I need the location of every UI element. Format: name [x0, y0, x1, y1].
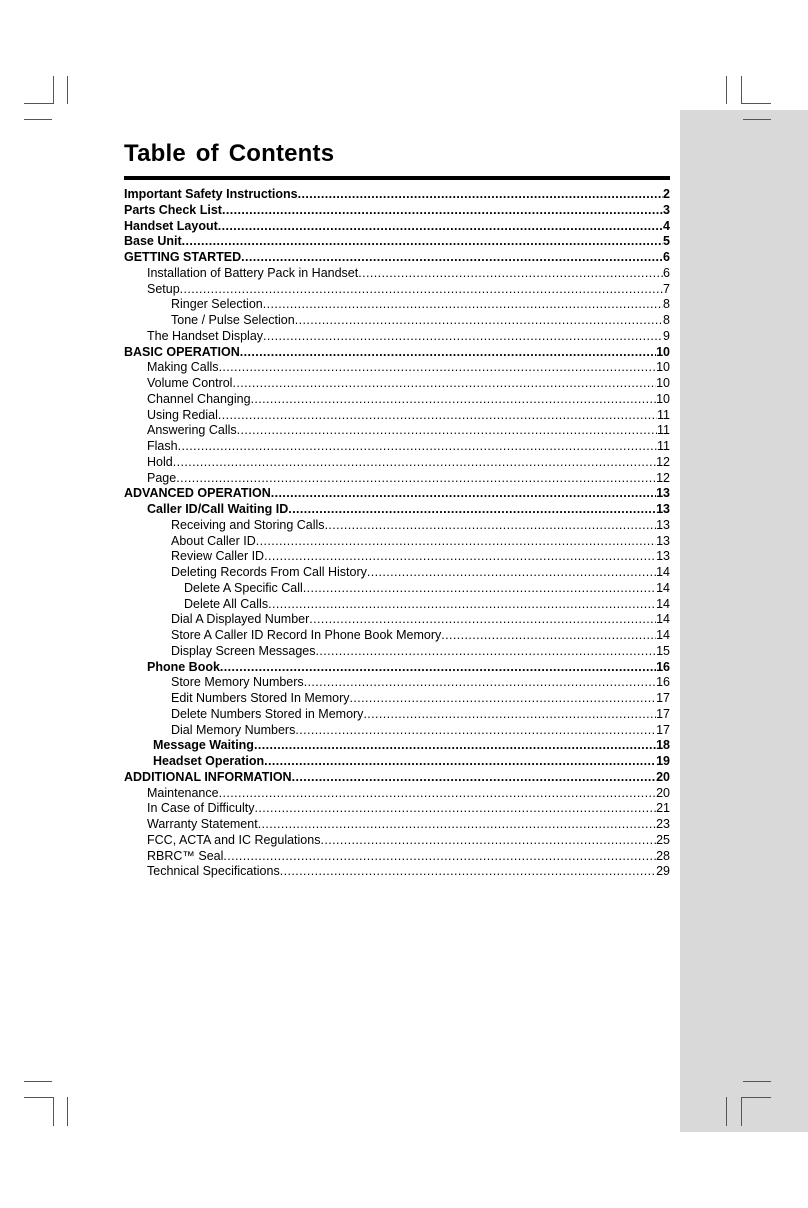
toc-entry[interactable] — [124, 786, 670, 802]
toc-entry[interactable] — [124, 738, 670, 754]
crop-mark — [24, 119, 52, 120]
toc-entry-page: 29 — [656, 864, 670, 879]
toc-entry[interactable] — [124, 297, 670, 313]
toc-entry-page: 20 — [656, 769, 670, 784]
toc-entry-title: Edit Numbers Stored In Memory — [171, 691, 350, 705]
toc-entry-page: 15 — [656, 643, 670, 658]
toc-entry[interactable] — [124, 471, 670, 487]
toc-entry-page: 13 — [656, 517, 670, 532]
toc-entry[interactable] — [124, 360, 670, 376]
dot-leader — [178, 439, 657, 455]
dot-leader — [176, 471, 656, 487]
dot-leader — [173, 455, 656, 471]
toc-list — [124, 187, 670, 880]
toc-entry-title: Base Unit — [124, 234, 182, 249]
toc-entry-page: 21 — [656, 801, 670, 816]
crop-mark — [24, 1081, 52, 1082]
toc-entry-page: 7 — [663, 281, 670, 296]
toc-entry-title: Tone / Pulse Selection — [171, 313, 295, 327]
toc-entry-title: Making Calls — [147, 360, 219, 375]
toc-entry-title: Important Safety Instructions — [124, 187, 298, 201]
dot-leader — [304, 675, 656, 691]
toc-entry-title: Dial Memory Numbers — [171, 722, 296, 737]
dot-leader — [237, 423, 657, 439]
toc-entry-page: 9 — [663, 328, 670, 343]
dot-leader — [180, 282, 663, 298]
toc-entry[interactable] — [124, 549, 670, 565]
toc-entry-title: Headset Operation — [153, 754, 265, 768]
toc-entry-page: 10 — [656, 376, 670, 390]
crop-mark — [67, 76, 68, 104]
toc-entry[interactable] — [124, 817, 670, 833]
toc-entry-page: 14 — [656, 612, 670, 627]
toc-entry[interactable] — [124, 770, 670, 786]
toc-entry-page: 8 — [663, 297, 670, 312]
toc-entry-title: Flash — [147, 439, 178, 453]
toc-entry[interactable] — [124, 849, 670, 865]
crop-mark — [67, 1097, 68, 1126]
dot-leader — [271, 486, 656, 502]
toc-entry-title: Setup — [147, 281, 180, 296]
toc-entry[interactable] — [124, 439, 670, 455]
crop-mark — [741, 103, 771, 104]
toc-entry-title: Delete All Calls — [184, 596, 269, 611]
crop-mark — [24, 1097, 54, 1098]
toc-entry-title: Message Waiting — [153, 738, 254, 753]
toc-entry[interactable] — [124, 187, 670, 203]
toc-entry-page: 6 — [663, 250, 670, 264]
toc-entry-title: Hold — [147, 454, 173, 469]
toc-entry-page: 17 — [656, 722, 670, 737]
toc-entry-title: Technical Specifications — [147, 864, 280, 879]
dot-leader — [320, 833, 656, 849]
toc-entry-page: 3 — [663, 202, 670, 217]
toc-entry-title: Dial A Displayed Number — [171, 612, 310, 627]
toc-entry-title: About Caller ID — [171, 533, 256, 548]
toc-entry[interactable] — [124, 581, 670, 597]
toc-entry-title: ADVANCED OPERATION — [124, 486, 271, 501]
crop-mark — [743, 1081, 771, 1082]
toc-entry-page: 19 — [656, 754, 670, 768]
toc-entry[interactable] — [124, 455, 670, 471]
dot-leader — [309, 612, 656, 628]
dot-leader — [295, 723, 656, 739]
toc-entry[interactable] — [124, 707, 670, 723]
toc-entry-title: Answering Calls — [147, 423, 237, 438]
toc-entry-page: 14 — [656, 628, 670, 642]
crop-mark — [726, 76, 727, 104]
crop-mark — [53, 1097, 54, 1126]
toc-entry[interactable] — [124, 644, 670, 660]
dot-leader — [280, 864, 656, 880]
crop-mark — [24, 103, 54, 104]
toc-entry-page: 17 — [656, 691, 670, 705]
toc-entry[interactable] — [124, 376, 670, 392]
toc-entry-title: Warranty Statement — [147, 817, 258, 831]
toc-entry[interactable] — [124, 203, 670, 219]
toc-entry[interactable] — [124, 612, 670, 628]
dot-leader — [219, 786, 657, 802]
toc-entry-page: 11 — [657, 423, 670, 438]
dot-leader — [263, 329, 663, 345]
toc-entry-title: BASIC OPERATION — [124, 344, 240, 359]
toc-entry[interactable] — [124, 754, 670, 770]
dot-leader — [298, 187, 663, 203]
toc-entry[interactable] — [124, 597, 670, 613]
toc-entry[interactable] — [124, 345, 670, 361]
toc-entry[interactable] — [124, 282, 670, 298]
dot-leader — [232, 376, 656, 392]
toc-entry-title: In Case of Difficulty — [147, 801, 255, 816]
dot-leader — [367, 565, 656, 581]
toc-entry-page: 13 — [656, 533, 670, 548]
dot-leader — [292, 770, 657, 786]
toc-entry[interactable] — [124, 691, 670, 707]
dot-leader — [220, 660, 656, 676]
toc-entry-page: 17 — [656, 706, 670, 721]
toc-entry-title: RBRC™ Seal — [147, 848, 224, 863]
toc-entry-title: Delete Numbers Stored in Memory — [171, 706, 364, 721]
toc-entry-page: 14 — [656, 596, 670, 611]
toc-entry[interactable] — [124, 565, 670, 581]
crop-mark — [53, 76, 54, 104]
toc-entry-page: 11 — [657, 407, 670, 422]
toc-entry-title: Delete A Specific Call — [184, 580, 303, 595]
title-rule — [124, 176, 670, 180]
toc-entry[interactable] — [124, 675, 670, 691]
dot-leader — [223, 849, 656, 865]
toc-entry-title: Ringer Selection — [171, 297, 263, 312]
toc-entry-title: Page — [147, 470, 177, 485]
toc-entry[interactable] — [124, 266, 670, 282]
toc-entry-page: 16 — [656, 675, 670, 690]
toc-entry[interactable] — [124, 723, 670, 739]
toc-entry[interactable] — [124, 392, 670, 408]
toc-entry-page: 10 — [656, 360, 670, 375]
toc-entry[interactable] — [124, 660, 670, 676]
toc-entry-page: 13 — [656, 549, 670, 564]
dot-leader — [263, 297, 663, 313]
dot-leader — [325, 518, 657, 534]
dot-leader — [303, 581, 656, 597]
toc-entry[interactable] — [124, 486, 670, 502]
crop-mark — [743, 119, 771, 120]
toc-entry-title: Parts Check List — [124, 202, 222, 217]
toc-entry-title: Volume Control — [147, 376, 233, 390]
toc-entry-page: 5 — [663, 234, 670, 249]
toc-entry-page: 20 — [656, 785, 670, 800]
page-title: Table of Contents — [124, 140, 335, 167]
toc-entry-title: Using Redial — [147, 407, 218, 422]
toc-entry-page: 18 — [656, 738, 670, 753]
toc-entry-title: Installation of Battery Pack in Handset — [147, 265, 359, 280]
toc-entry-page: 10 — [656, 344, 670, 359]
toc-entry-title: Deleting Records From Call History — [171, 565, 367, 579]
toc-entry-page: 14 — [656, 565, 670, 579]
toc-entry[interactable] — [124, 313, 670, 329]
toc-entry[interactable] — [124, 864, 670, 880]
toc-entry-title: Store Memory Numbers — [171, 675, 304, 690]
toc-entry[interactable] — [124, 502, 670, 518]
dot-leader — [316, 644, 657, 660]
toc-entry-page: 16 — [656, 659, 670, 674]
toc-entry-page: 14 — [656, 580, 670, 595]
toc-entry-title: Maintenance — [147, 785, 219, 800]
dot-leader — [268, 597, 656, 613]
toc-entry[interactable] — [124, 628, 670, 644]
dot-leader — [218, 219, 663, 235]
toc-entry-title: Review Caller ID — [171, 549, 265, 564]
dot-leader — [240, 345, 656, 361]
toc-entry-title: Store A Caller ID Record In Phone Book Memory — [171, 628, 442, 642]
dot-leader — [264, 754, 656, 770]
toc-entry[interactable] — [124, 219, 670, 235]
dot-leader — [258, 817, 656, 833]
toc-entry-page: 2 — [663, 187, 670, 201]
toc-entry[interactable] — [124, 234, 670, 250]
toc-entry-page: 23 — [656, 817, 670, 831]
toc-entry-title: Display Screen Messages — [171, 643, 316, 658]
toc-entry[interactable] — [124, 801, 670, 817]
dot-leader — [264, 549, 656, 565]
toc-entry-page: 8 — [663, 313, 670, 327]
toc-entry-title: ADDITIONAL INFORMATION — [124, 769, 292, 784]
toc-entry-title: Channel Changing — [147, 391, 251, 406]
toc-entry-title: Caller ID/Call Waiting ID — [147, 502, 289, 516]
dot-leader — [251, 392, 657, 408]
dot-leader — [256, 534, 656, 550]
toc-entry[interactable] — [124, 250, 670, 266]
toc-entry[interactable] — [124, 518, 670, 534]
toc-entry-title: FCC, ACTA and IC Regulations — [147, 832, 321, 847]
toc-entry-page: 4 — [663, 218, 670, 233]
dot-leader — [222, 203, 663, 219]
dot-leader — [358, 266, 663, 282]
toc-entry-page: 11 — [657, 439, 670, 453]
toc-entry-page: 13 — [656, 502, 670, 516]
toc-entry-page: 10 — [656, 391, 670, 406]
crop-mark — [741, 1097, 771, 1098]
toc-entry-title: Handset Layout — [124, 218, 218, 233]
dot-leader — [295, 313, 663, 329]
toc-entry-page: 25 — [656, 832, 670, 847]
toc-entry-title: The Handset Display — [147, 328, 264, 343]
dot-leader — [218, 408, 657, 424]
toc-entry-page: 12 — [656, 470, 670, 485]
toc-entry-page: 6 — [663, 265, 670, 280]
dot-leader — [441, 628, 656, 644]
crop-mark — [726, 1097, 727, 1126]
dot-leader — [363, 707, 656, 723]
side-margin-panel — [680, 110, 808, 1132]
dot-leader — [288, 502, 656, 518]
toc-entry[interactable] — [124, 833, 670, 849]
dot-leader — [350, 691, 657, 707]
dot-leader — [241, 250, 663, 266]
dot-leader — [219, 360, 657, 376]
toc-entry-title: Phone Book — [147, 659, 220, 674]
toc-entry-page: 13 — [656, 486, 670, 501]
toc-entry-title: Receiving and Storing Calls — [171, 517, 325, 532]
toc-entry-page: 12 — [656, 454, 670, 469]
dot-leader — [182, 234, 663, 250]
toc-entry[interactable] — [124, 534, 670, 550]
toc-entry[interactable] — [124, 423, 670, 439]
dot-leader — [254, 801, 656, 817]
toc-entry[interactable] — [124, 408, 670, 424]
toc-entry[interactable] — [124, 329, 670, 345]
toc-entry-page: 28 — [656, 848, 670, 863]
dot-leader — [254, 738, 656, 754]
crop-mark — [741, 1097, 742, 1126]
toc-entry-title: GETTING STARTED — [124, 250, 242, 264]
crop-mark — [741, 76, 742, 104]
